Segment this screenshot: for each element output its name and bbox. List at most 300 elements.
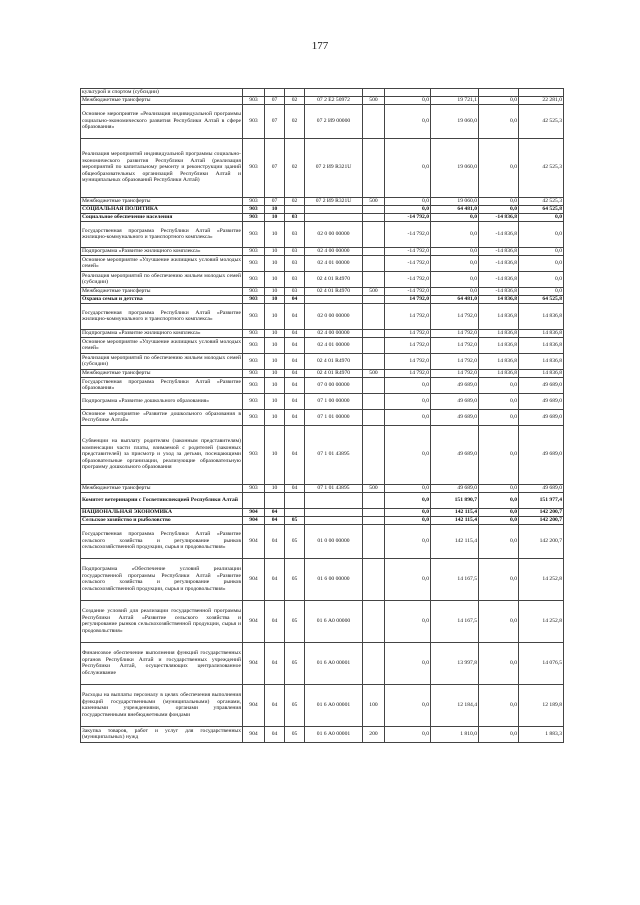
cell-sum1: -14 792,0 — [385, 247, 431, 255]
cell-section: 10 — [265, 369, 285, 377]
cell-target-article — [305, 205, 363, 213]
cell-subsection: 03 — [285, 287, 305, 295]
cell-target-article: 07 0 00 00000 — [305, 377, 363, 393]
cell-subsection: 03 — [285, 255, 305, 271]
table-row — [81, 89, 564, 97]
cell-subsection: 02 — [285, 96, 305, 104]
table-row — [81, 96, 564, 104]
cell-sum4: 14 076,5 — [519, 642, 564, 684]
cell-expense-type — [363, 221, 385, 247]
cell-section — [265, 492, 285, 508]
row-name-cell: Охрана семьи и детства — [81, 295, 243, 303]
cell-sum4: 42 525,3 — [519, 197, 564, 205]
cell-target-article: 07 2 И9 R321U — [305, 138, 363, 197]
row-name-cell: Государственная программа Республики Алтай «Развитие сельского хозяйства и регулирование рынков сельскохозяйственной продукции, сырья и продовольствия» — [81, 524, 243, 558]
cell-section: 10 — [265, 213, 285, 221]
cell-section: 04 — [265, 558, 285, 600]
cell-sum3: -14 836,8 — [479, 221, 519, 247]
cell-sum4: 12 189,8 — [519, 684, 564, 726]
cell-grbs: 903 — [243, 484, 265, 492]
cell-subsection: 05 — [285, 684, 305, 726]
cell-sum1: 0,0 — [385, 425, 431, 484]
cell-target-article: 02 4 01 00000 — [305, 337, 363, 353]
table-row — [81, 303, 564, 329]
cell-grbs: 904 — [243, 508, 265, 516]
cell-sum3: 0,0 — [479, 516, 519, 524]
cell-grbs: 903 — [243, 329, 265, 337]
cell-sum2: 12 184,4 — [431, 684, 479, 726]
cell-grbs: 904 — [243, 642, 265, 684]
cell-grbs: 903 — [243, 393, 265, 409]
cell-sum4: 14 836,8 — [519, 337, 564, 353]
table-row — [81, 492, 564, 508]
cell-grbs: 903 — [243, 138, 265, 197]
cell-target-article: 01 6 А0 00001 — [305, 642, 363, 684]
cell-sum3: 0,0 — [479, 425, 519, 484]
cell-section: 10 — [265, 377, 285, 393]
cell-sum2: 64 481,0 — [431, 205, 479, 213]
table-row — [81, 104, 564, 138]
cell-expense-type — [363, 205, 385, 213]
cell-sum1: 14 792,0 — [385, 369, 431, 377]
budget-table — [80, 88, 564, 743]
table-row — [81, 726, 564, 742]
cell-subsection: 04 — [285, 369, 305, 377]
row-name-cell: Создание условий для реализации государственной программы Республики Алтай «Развитие сельского хозяйства и регулирование рынков сельскохозяйственной продукции, сырья и продовольствия» — [81, 600, 243, 642]
row-name-cell: Реализация мероприятий по обеспечению жильем молодых семей (субсидии) — [82, 272, 241, 286]
row-name-cell: Основное мероприятие «Улучшение жилищных условий молодых семей» — [82, 256, 241, 270]
cell-sum3: -14 836,8 — [479, 213, 519, 221]
cell-sum2: 64 481,0 — [431, 295, 479, 303]
cell-expense-type — [363, 271, 385, 287]
cell-target-article: 02 4 01 R4970 — [305, 287, 363, 295]
cell-section: 10 — [265, 425, 285, 484]
cell-subsection: 05 — [285, 600, 305, 642]
cell-expense-type — [363, 642, 385, 684]
row-name-cell: Расходы на выплаты персоналу в целях обеспечения выполнения функций государственными (муниципальными) органами, казенными учреждениями, органами управления государственными внебюджетными фондами — [81, 684, 243, 726]
cell-target-article — [305, 89, 363, 97]
cell-target-article: 02 0 00 00000 — [305, 303, 363, 329]
cell-section: 10 — [265, 247, 285, 255]
cell-sum1: 14 792,0 — [385, 329, 431, 337]
table-row — [81, 271, 564, 287]
cell-sum3: 14 836,8 — [479, 369, 519, 377]
cell-target-article — [305, 295, 363, 303]
table-row — [81, 205, 564, 213]
cell-target-article: 01 6 А0 00001 — [305, 726, 363, 742]
cell-section: 10 — [265, 255, 285, 271]
cell-sum4: 0,0 — [519, 287, 564, 295]
cell-target-article: 02 4 01 R4970 — [305, 369, 363, 377]
cell-sum4: 142 200,7 — [519, 508, 564, 516]
cell-grbs: 903 — [243, 295, 265, 303]
cell-target-article: 02 0 00 00000 — [305, 221, 363, 247]
cell-grbs: 903 — [243, 96, 265, 104]
cell-sum4: 49 689,0 — [519, 409, 564, 425]
cell-subsection: 04 — [285, 409, 305, 425]
table-row — [81, 295, 564, 303]
cell-sum2: 49 689,0 — [431, 484, 479, 492]
cell-sum1: 0,0 — [385, 138, 431, 197]
cell-grbs: 903 — [243, 205, 265, 213]
cell-sum4: 14 836,8 — [519, 303, 564, 329]
cell-expense-type — [363, 409, 385, 425]
cell-grbs: 903 — [243, 369, 265, 377]
cell-target-article: 02 4 01 R4970 — [305, 353, 363, 369]
cell-grbs: 903 — [243, 287, 265, 295]
cell-expense-type: 500 — [363, 287, 385, 295]
cell-sum3: 0,0 — [479, 600, 519, 642]
table-row — [81, 329, 564, 337]
cell-sum2: 1 810,0 — [431, 726, 479, 742]
cell-expense-type — [363, 558, 385, 600]
cell-target-article: 02 4 01 00000 — [305, 255, 363, 271]
table-row — [81, 524, 564, 558]
cell-target-article — [305, 508, 363, 516]
cell-sum3: 0,0 — [479, 558, 519, 600]
row-name-cell: Основное мероприятие «Улучшение жилищных условий молодых семей» — [82, 338, 241, 352]
table-row — [81, 377, 564, 393]
cell-subsection: 04 — [285, 329, 305, 337]
cell-sum1: 0,0 — [385, 96, 431, 104]
cell-section: 04 — [265, 524, 285, 558]
cell-expense-type — [363, 329, 385, 337]
page-number: 177 — [311, 40, 329, 52]
cell-expense-type — [363, 516, 385, 524]
cell-section: 07 — [265, 96, 285, 104]
cell-sum1: 14 792,0 — [385, 303, 431, 329]
cell-target-article — [305, 492, 363, 508]
table-row — [81, 484, 564, 492]
cell-target-article — [305, 213, 363, 221]
cell-sum1: 0,0 — [385, 205, 431, 213]
cell-section: 10 — [265, 287, 285, 295]
cell-sum4: 14 836,8 — [519, 329, 564, 337]
table-row — [81, 353, 564, 369]
cell-sum4: 142 200,7 — [519, 516, 564, 524]
cell-section: 10 — [265, 393, 285, 409]
cell-sum3: 0,0 — [479, 726, 519, 742]
cell-subsection: 02 — [285, 104, 305, 138]
cell-target-article — [305, 516, 363, 524]
cell-subsection: 03 — [285, 271, 305, 287]
cell-sum2: 19 060,0 — [431, 104, 479, 138]
cell-sum2 — [431, 89, 479, 97]
cell-subsection: 05 — [285, 524, 305, 558]
cell-section: 10 — [265, 329, 285, 337]
cell-target-article: 07 2 И9 00000 — [305, 104, 363, 138]
cell-grbs: 904 — [243, 558, 265, 600]
cell-subsection: 03 — [285, 221, 305, 247]
cell-subsection — [285, 508, 305, 516]
cell-sum3: 14 836,8 — [479, 353, 519, 369]
cell-expense-type — [363, 524, 385, 558]
cell-sum4: 49 689,0 — [519, 425, 564, 484]
cell-sum1: 0,0 — [385, 508, 431, 516]
cell-sum3: 0,0 — [479, 138, 519, 197]
cell-sum1 — [385, 89, 431, 97]
cell-section: 04 — [265, 600, 285, 642]
cell-subsection: 04 — [285, 353, 305, 369]
cell-section: 04 — [265, 642, 285, 684]
cell-sum1: 0,0 — [385, 377, 431, 393]
cell-section: 04 — [265, 516, 285, 524]
row-name-cell: Межбюджетные трансферты — [81, 96, 243, 104]
cell-sum4 — [519, 89, 564, 97]
cell-grbs — [243, 89, 265, 97]
row-name-cell: НАЦИОНАЛЬНАЯ ЭКОНОМИКА — [81, 508, 243, 516]
cell-sum2: 14 792,0 — [431, 369, 479, 377]
cell-grbs: 903 — [243, 303, 265, 329]
cell-expense-type — [363, 138, 385, 197]
cell-sum4: 64 525,8 — [519, 295, 564, 303]
cell-expense-type — [363, 600, 385, 642]
cell-grbs: 903 — [243, 221, 265, 247]
cell-sum3: 14 836,8 — [479, 337, 519, 353]
row-name-cell: Социальное обеспечение населения — [81, 213, 243, 221]
table-row — [81, 516, 564, 524]
cell-grbs: 903 — [243, 197, 265, 205]
cell-sum2: 14 792,0 — [431, 353, 479, 369]
cell-sum1: 0,0 — [385, 726, 431, 742]
cell-sum3: 0,0 — [479, 377, 519, 393]
cell-sum3: 14 836,8 — [479, 295, 519, 303]
cell-sum2: 0,0 — [431, 271, 479, 287]
cell-sum1: -14 792,0 — [385, 287, 431, 295]
table-row — [81, 337, 564, 353]
cell-subsection: 02 — [285, 138, 305, 197]
cell-grbs: 903 — [243, 271, 265, 287]
cell-sum1: 0,0 — [385, 558, 431, 600]
cell-section: 10 — [265, 409, 285, 425]
row-name-cell: Реализация мероприятий по обеспечению жильем молодых семей (субсидии) — [82, 354, 241, 368]
cell-section: 07 — [265, 138, 285, 197]
cell-sum4: 64 525,8 — [519, 205, 564, 213]
row-name-cell: Подпрограмма «Развитие жилищного комплекса» — [81, 247, 243, 255]
cell-subsection — [285, 89, 305, 97]
cell-grbs: 904 — [243, 684, 265, 726]
cell-expense-type — [363, 213, 385, 221]
cell-subsection: 04 — [285, 425, 305, 484]
row-name-cell: Субвенции на выплату родителям (законным представителям) компенсации части платы, взимаемой с родителей (законных представителей) за присмотр и уход за детьми, посещающими образовательные организации, реализующие образовательную программу дошкольного образования — [81, 425, 243, 484]
cell-sum1: 0,0 — [385, 393, 431, 409]
cell-sum4: 42 525,3 — [519, 138, 564, 197]
row-name-cell: Государственная программа Республики Алтай «Развитие жилищно-коммунального и транспортного комплекса» — [81, 303, 243, 329]
cell-subsection — [285, 205, 305, 213]
cell-section: 10 — [265, 271, 285, 287]
cell-sum2: 142 115,4 — [431, 524, 479, 558]
cell-expense-type — [363, 353, 385, 369]
cell-section: 10 — [265, 484, 285, 492]
cell-sum4: 142 200,7 — [519, 524, 564, 558]
cell-sum3: 0,0 — [479, 96, 519, 104]
cell-expense-type — [363, 425, 385, 484]
cell-section: 10 — [265, 221, 285, 247]
row-name-cell: Подпрограмма «Обеспечение условий реализации государственной программы Республики Алтай «Развитие сельского хозяйства и регулирование рынков сельскохозяйственной продукции, сырья и продовольствия» — [81, 558, 243, 600]
cell-target-article: 07 2 И9 R321U — [305, 197, 363, 205]
cell-section: 10 — [265, 303, 285, 329]
cell-sum1: 0,0 — [385, 600, 431, 642]
cell-sum4: 49 689,0 — [519, 393, 564, 409]
cell-expense-type — [363, 492, 385, 508]
cell-subsection: 05 — [285, 726, 305, 742]
cell-section: 07 — [265, 197, 285, 205]
cell-expense-type: 500 — [363, 197, 385, 205]
cell-sum4: 42 525,3 — [519, 104, 564, 138]
cell-sum3: 0,0 — [479, 393, 519, 409]
row-name-cell: Сельское хозяйство и рыболовство — [81, 516, 243, 524]
cell-expense-type: 100 — [363, 684, 385, 726]
cell-sum2: 19 060,0 — [431, 197, 479, 205]
cell-grbs: 904 — [243, 516, 265, 524]
cell-sum1: 0,0 — [385, 642, 431, 684]
cell-sum4: 49 689,0 — [519, 377, 564, 393]
table-row — [81, 221, 564, 247]
cell-sum2: 14 792,0 — [431, 337, 479, 353]
cell-sum4: 49 689,0 — [519, 484, 564, 492]
cell-sum2: 0,0 — [431, 287, 479, 295]
cell-grbs: 903 — [243, 409, 265, 425]
cell-sum1: 0,0 — [385, 524, 431, 558]
cell-subsection: 05 — [285, 558, 305, 600]
row-name-cell: Основное мероприятие «Развитие дошкольного образования в Республике Алтай» — [82, 410, 241, 424]
cell-sum2: 13 997,8 — [431, 642, 479, 684]
cell-sum1: 0,0 — [385, 409, 431, 425]
cell-sum4: 0,0 — [519, 247, 564, 255]
cell-sum4: 14 836,8 — [519, 353, 564, 369]
table-row — [81, 247, 564, 255]
row-name-cell: Основное мероприятие «Реализация индивидуальной программы социально-экономического развития Республики Алтай в сфере образования» — [81, 104, 243, 138]
cell-target-article: 07 1 00 00000 — [305, 393, 363, 409]
table-row — [81, 287, 564, 295]
cell-grbs — [243, 492, 265, 508]
cell-section: 10 — [265, 295, 285, 303]
cell-sum3: 14 836,8 — [479, 303, 519, 329]
cell-target-article: 01 0 00 00000 — [305, 524, 363, 558]
cell-section — [265, 89, 285, 97]
cell-section: 10 — [265, 337, 285, 353]
cell-section: 10 — [265, 353, 285, 369]
cell-sum2: 14 792,0 — [431, 303, 479, 329]
row-name-cell: культурой и спортом (субсидии) — [81, 89, 243, 97]
cell-grbs: 903 — [243, 377, 265, 393]
table-row — [81, 425, 564, 484]
cell-expense-type — [363, 508, 385, 516]
cell-subsection: 03 — [285, 247, 305, 255]
row-name-cell: СОЦИАЛЬНАЯ ПОЛИТИКА — [81, 205, 243, 213]
cell-grbs: 904 — [243, 600, 265, 642]
cell-grbs: 903 — [243, 255, 265, 271]
cell-grbs: 903 — [243, 213, 265, 221]
cell-target-article: 07 1 01 43895 — [305, 484, 363, 492]
cell-sum4: 0,0 — [519, 213, 564, 221]
cell-expense-type: 500 — [363, 369, 385, 377]
table-row — [81, 508, 564, 516]
cell-sum1: -14 792,0 — [385, 271, 431, 287]
cell-sum2: 49 689,0 — [431, 425, 479, 484]
row-name-cell: Финансовое обеспечение выполнения функций государственных органов Республики Алтай и государственных учреждений Республики Алтай, осуществляющих централизованное обслуживание — [81, 642, 243, 684]
cell-sum3: 0,0 — [479, 205, 519, 213]
table-row — [81, 684, 564, 726]
cell-target-article: 02 4 01 R4970 — [305, 271, 363, 287]
cell-subsection: 04 — [285, 303, 305, 329]
row-name-cell: Закупка товаров, работ и услуг для государственных (муниципальных) нужд — [82, 727, 241, 741]
cell-sum4: 0,0 — [519, 255, 564, 271]
cell-sum2: 142 115,4 — [431, 516, 479, 524]
cell-subsection: 05 — [285, 516, 305, 524]
cell-target-article: 07 1 01 00000 — [305, 409, 363, 425]
cell-section: 04 — [265, 684, 285, 726]
cell-sum1: -14 792,0 — [385, 221, 431, 247]
cell-expense-type — [363, 104, 385, 138]
row-name-cell: Государственная программа Республики Алтай «Развитие образования» — [82, 378, 241, 392]
cell-sum4: 22 281,0 — [519, 96, 564, 104]
cell-expense-type — [363, 337, 385, 353]
table-row — [81, 255, 564, 271]
cell-target-article: 01 6 А0 00001 — [305, 684, 363, 726]
cell-sum2: 19 060,0 — [431, 138, 479, 197]
cell-grbs: 903 — [243, 353, 265, 369]
cell-target-article: 07 1 01 43895 — [305, 425, 363, 484]
table-row — [81, 600, 564, 642]
cell-sum4: 14 836,8 — [519, 369, 564, 377]
cell-sum4: 14 252,8 — [519, 600, 564, 642]
cell-expense-type — [363, 393, 385, 409]
cell-sum4: 0,0 — [519, 221, 564, 247]
cell-subsection: 04 — [285, 484, 305, 492]
cell-sum2: 0,0 — [431, 247, 479, 255]
table-row — [81, 138, 564, 197]
table-row — [81, 197, 564, 205]
cell-section: 04 — [265, 508, 285, 516]
cell-sum3: -14 836,8 — [479, 287, 519, 295]
cell-subsection: 04 — [285, 393, 305, 409]
cell-sum1: 0,0 — [385, 104, 431, 138]
cell-sum2: 49 689,0 — [431, 409, 479, 425]
cell-expense-type — [363, 377, 385, 393]
cell-sum3: 0,0 — [479, 104, 519, 138]
cell-sum2: 19 721,1 — [431, 96, 479, 104]
cell-sum3 — [479, 89, 519, 97]
cell-target-article: 01 6 00 00000 — [305, 558, 363, 600]
cell-section: 04 — [265, 726, 285, 742]
cell-subsection: 04 — [285, 377, 305, 393]
cell-sum1: 0,0 — [385, 484, 431, 492]
cell-sum3: -14 836,8 — [479, 271, 519, 287]
table-row — [81, 393, 564, 409]
table-row — [81, 369, 564, 377]
cell-sum1: 0,0 — [385, 197, 431, 205]
cell-sum3: 14 836,8 — [479, 329, 519, 337]
cell-expense-type: 500 — [363, 96, 385, 104]
cell-sum2: 49 689,0 — [431, 393, 479, 409]
cell-sum3: 0,0 — [479, 642, 519, 684]
cell-grbs: 903 — [243, 337, 265, 353]
cell-expense-type — [363, 295, 385, 303]
cell-grbs: 903 — [243, 425, 265, 484]
cell-sum2: 142 115,4 — [431, 508, 479, 516]
cell-sum3: -14 836,8 — [479, 255, 519, 271]
cell-sum2: 14 792,0 — [431, 329, 479, 337]
row-name-cell: Межбюджетные трансферты — [81, 484, 243, 492]
cell-section: 07 — [265, 104, 285, 138]
cell-target-article: 02 4 00 00000 — [305, 247, 363, 255]
cell-target-article: 07 2 E2 50972 — [305, 96, 363, 104]
cell-sum3: 0,0 — [479, 492, 519, 508]
cell-sum3: 0,0 — [479, 684, 519, 726]
cell-sum1: 14 792,0 — [385, 337, 431, 353]
row-name-cell: Подпрограмма «Развитие жилищного комплекса» — [81, 329, 243, 337]
